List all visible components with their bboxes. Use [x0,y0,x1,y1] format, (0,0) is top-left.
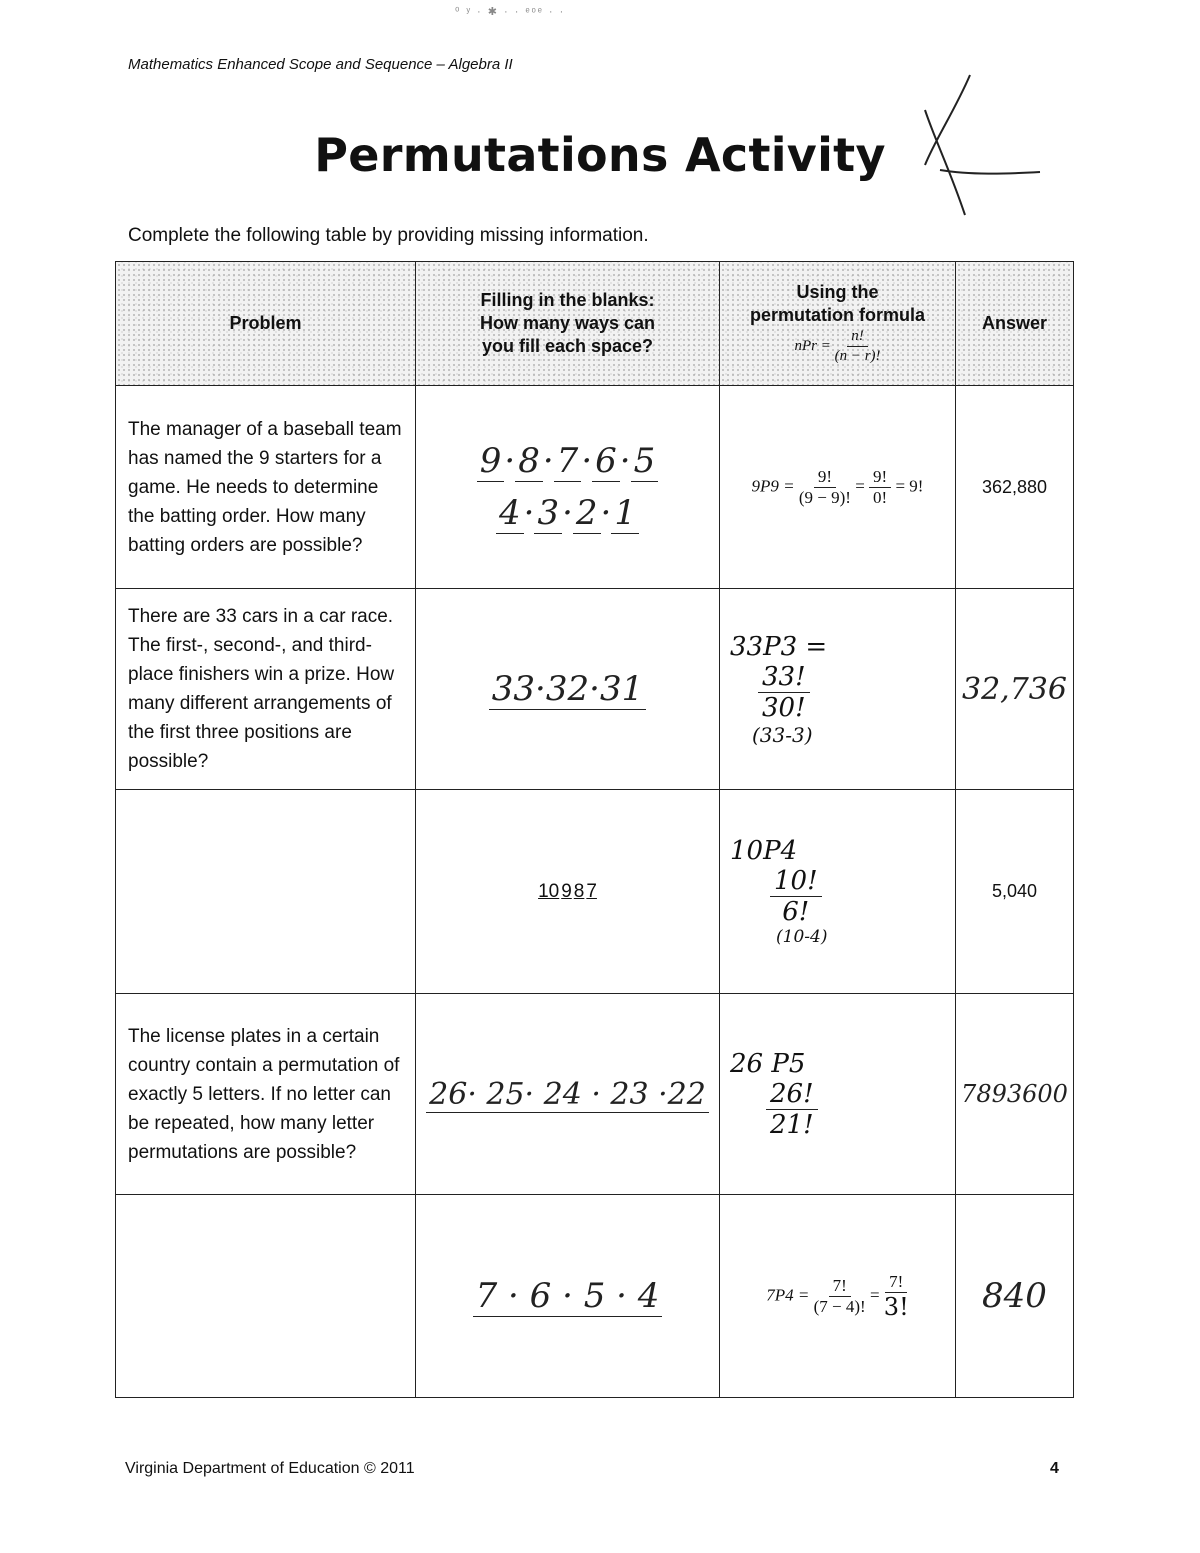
permutations-table [115,261,1074,1398]
table-row [116,790,1074,994]
blanks-cell: 26· 25· 24 · 23 ·22 [416,994,720,1195]
header-blanks: Filling in the blanks: How many ways can you fill each space? [416,262,720,386]
problem-text: The manager of a baseball team has named the 9 starters for a game. He needs to determine the batting order. How many batting orders are possible? [128,418,402,556]
answer-cell: 840 [956,1195,1074,1398]
formula-cell: 26 P5 $\frac{26!}{21!}$ [720,994,956,1195]
blanks-line-1: 9·8·7·6·5 [416,435,719,487]
blanks-line-2: 4·3·2·1 [416,487,719,539]
formula-cell: 7P4 = $\frac{7!}{(7 - 4)!}$ = $\frac{7!}{3!}$ [720,1195,956,1398]
header-answer: Answer [956,262,1074,386]
table-row [116,1195,1074,1398]
blanks-cell: 7 · 6 · 5 · 4 [416,1195,720,1398]
instructions: Complete the following table by providing missing information. [128,225,649,246]
footer-copyright: Virginia Department of Education © 2011 [125,1460,415,1477]
handwritten-check-mark [915,70,1045,220]
table-row [116,994,1074,1195]
formula-cell: 33P3 = $\frac{33!}{30!}$ (33-3) [720,589,956,790]
blanks-cell: 10 9 8 7 [416,790,720,994]
header-problem: Problem [116,262,416,386]
answer-cell: 7893600 [956,994,1074,1195]
problem-text: The license plates in a certain country contain a permutation of exactly 5 letters. If no letter can be repeated, how many letter permutations are possible? [128,1025,400,1163]
problem-text: There are 33 cars in a car race. The first-, second-, and third-place finishers win a prize. How many different arrangements of the first three positions are possible? [128,606,395,772]
formula-cell: 10P4 $\frac{10!}{6!}$ (10-4) [720,790,956,994]
blanks-cell [416,386,720,589]
table-row [116,386,1074,589]
answer-cell: 5,040 [956,790,1074,994]
scan-artifact: ⁰ ʸ · ✱ · · ᵉᵒᵉ · · [455,6,566,18]
formula-cell: 9P9 = $\frac{9!}{(9 - 9)!}$ = $\frac{9!}{0!}$ = 9! [720,386,956,589]
table-row [116,589,1074,790]
answer-cell: 32,736 [956,589,1074,790]
answer-cell: 362,880 [956,386,1074,589]
header-formula: Using the permutation formula nPr = $\frac{n!}{(n - r)!}$ [720,262,956,386]
blanks-cell: 33·32·31 [416,589,720,790]
page-title: Permutations Activity [314,128,886,182]
table-header-row [116,262,1074,386]
page-header: Mathematics Enhanced Scope and Sequence – Algebra II [128,56,513,73]
page-number: 4 [1050,1460,1059,1477]
